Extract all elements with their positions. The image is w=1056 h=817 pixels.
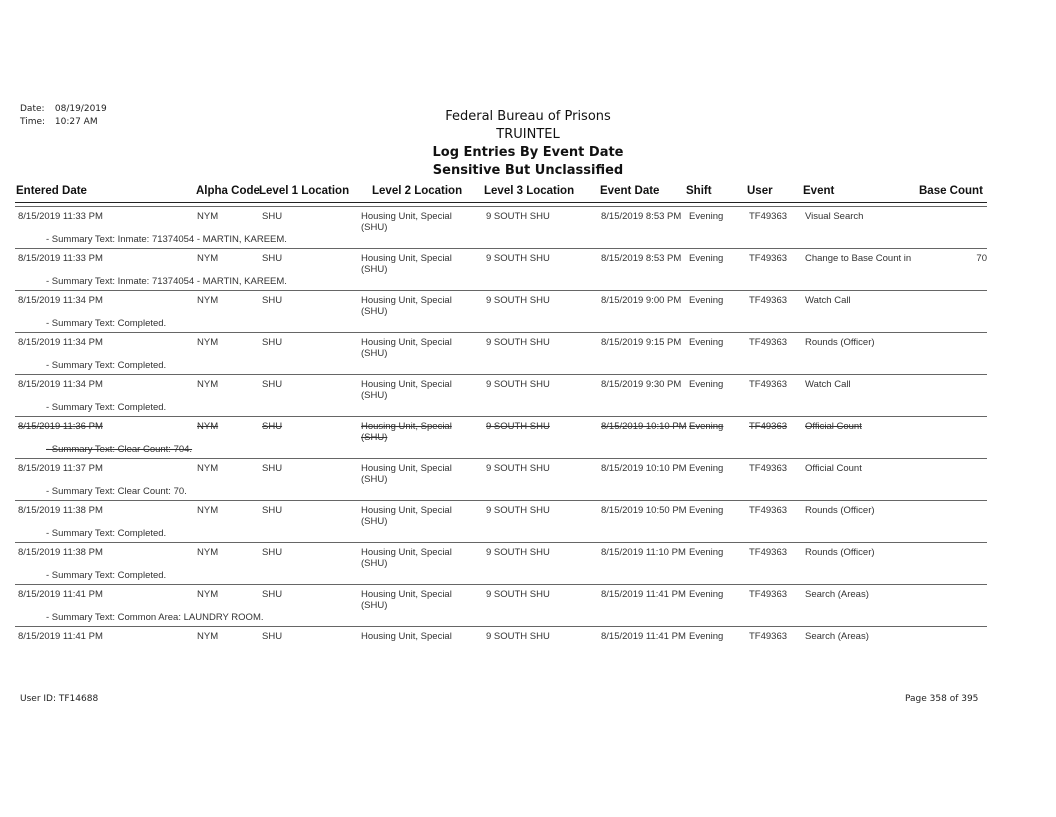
summary-text: - Summary Text: Completed.	[46, 360, 167, 371]
event-date-cell: 8/15/2019 11:41 PM	[601, 631, 686, 642]
level3-cell: 9 SOUTH SHU	[486, 295, 550, 306]
column-headers	[0, 183, 1056, 201]
level1-cell: SHU	[262, 631, 283, 642]
alpha-code-cell: NYM	[197, 211, 219, 222]
shift-cell: Evening	[689, 547, 724, 558]
event-date-cell: 8/15/2019 11:41 PM	[601, 589, 686, 600]
row-divider	[15, 416, 987, 417]
entered-date-cell: 8/15/2019 11:33 PM	[18, 211, 103, 222]
summary-text: - Summary Text: Completed.	[46, 402, 167, 413]
agency-name: Federal Bureau of Prisons	[445, 109, 611, 124]
level3-cell: 9 SOUTH SHU	[486, 631, 550, 642]
alpha-code-cell: NYM	[197, 421, 219, 432]
shift-cell: Evening	[689, 505, 724, 516]
entered-date-cell: 8/15/2019 11:34 PM	[18, 379, 103, 390]
user-cell: TF49363	[749, 547, 788, 558]
report-title: Log Entries By Event Date	[432, 145, 624, 160]
row-divider	[15, 374, 987, 375]
col-base-count: Base Count	[919, 185, 983, 197]
row-divider	[15, 584, 987, 585]
log-entry-row	[0, 416, 1056, 460]
shift-cell: Evening	[689, 631, 724, 642]
event-cell: Rounds (Officer)	[805, 505, 875, 516]
summary-text: - Summary Text: Inmate: 71374054 - MARTIN, KAREEM.	[46, 234, 287, 245]
summary-text: - Summary Text: Completed.	[46, 528, 167, 539]
user-id-value: TF14688	[58, 694, 99, 704]
level2-cell: Housing Unit, Special (SHU)	[361, 505, 452, 527]
shift-cell: Evening	[689, 295, 724, 306]
row-divider	[15, 542, 987, 543]
level3-cell: 9 SOUTH SHU	[486, 505, 550, 516]
alpha-code-cell: NYM	[197, 295, 219, 306]
shift-cell: Evening	[689, 421, 724, 432]
time-label: Time:	[20, 117, 46, 127]
level3-cell: 9 SOUTH SHU	[486, 337, 550, 348]
summary-text: - Summary Text: Inmate: 71374054 - MARTIN, KAREEM.	[46, 276, 287, 287]
row-divider	[15, 626, 987, 627]
col-level3: Level 3 Location	[484, 185, 575, 197]
log-entry-row	[0, 626, 1056, 670]
col-entered-date: Entered Date	[16, 185, 87, 197]
shift-cell: Evening	[689, 337, 724, 348]
event-cell: Search (Areas)	[805, 631, 869, 642]
alpha-code-cell: NYM	[197, 505, 219, 516]
level3-cell: 9 SOUTH SHU	[486, 253, 550, 264]
shift-cell: Evening	[689, 211, 724, 222]
date-value: 08/19/2019	[54, 104, 107, 114]
shift-cell: Evening	[689, 589, 724, 600]
event-date-cell: 8/15/2019 8:53 PM	[601, 253, 682, 264]
log-entry-row	[0, 542, 1056, 586]
col-event-date: Event Date	[600, 185, 660, 197]
user-id-label: User ID:	[20, 694, 56, 704]
alpha-code-cell: NYM	[197, 253, 219, 264]
user-cell: TF49363	[749, 295, 788, 306]
level1-cell: SHU	[262, 295, 283, 306]
log-entry-row	[0, 584, 1056, 628]
alpha-code-cell: NYM	[197, 589, 219, 600]
event-date-cell: 8/15/2019 10:10 PM	[601, 463, 687, 474]
shift-cell: Evening	[689, 463, 724, 474]
alpha-code-cell: NYM	[197, 547, 219, 558]
event-date-cell: 8/15/2019 11:10 PM	[601, 547, 686, 558]
log-entry-row	[0, 332, 1056, 376]
alpha-code-cell: NYM	[197, 379, 219, 390]
level3-cell: 9 SOUTH SHU	[486, 421, 550, 432]
event-date-cell: 8/15/2019 9:15 PM	[601, 337, 682, 348]
base-count-cell: 70	[976, 253, 987, 264]
level2-cell: Housing Unit, Special	[361, 631, 452, 642]
summary-text: - Summary Text: Clear Count: 704.	[46, 444, 193, 455]
system-name: TRUINTEL	[496, 127, 560, 142]
level3-cell: 9 SOUTH SHU	[486, 547, 550, 558]
col-user: User	[747, 185, 773, 197]
event-date-cell: 8/15/2019 9:30 PM	[601, 379, 682, 390]
user-cell: TF49363	[749, 379, 788, 390]
event-date-cell: 8/15/2019 10:50 PM	[601, 505, 687, 516]
user-cell: TF49363	[749, 589, 788, 600]
log-entry-row	[0, 248, 1056, 292]
col-level2: Level 2 Location	[372, 185, 463, 197]
row-divider	[15, 290, 987, 291]
log-entry-row	[0, 290, 1056, 334]
level2-cell: Housing Unit, Special (SHU)	[361, 421, 452, 443]
summary-text: - Summary Text: Completed.	[46, 570, 167, 581]
event-cell: Watch Call	[805, 295, 851, 306]
log-entry-row	[0, 458, 1056, 502]
level1-cell: SHU	[262, 421, 283, 432]
level1-cell: SHU	[262, 337, 283, 348]
shift-cell: Evening	[689, 253, 724, 264]
level1-cell: SHU	[262, 253, 283, 264]
time-value: 10:27 AM	[54, 117, 98, 127]
level2-cell: Housing Unit, Special (SHU)	[361, 253, 452, 275]
user-cell: TF49363	[749, 463, 788, 474]
row-divider	[15, 248, 987, 249]
level2-cell: Housing Unit, Special (SHU)	[361, 337, 452, 359]
alpha-code-cell: NYM	[197, 337, 219, 348]
entered-date-cell: 8/15/2019 11:34 PM	[18, 337, 103, 348]
level3-cell: 9 SOUTH SHU	[486, 589, 550, 600]
user-cell: TF49363	[749, 421, 788, 432]
user-cell: TF49363	[749, 211, 788, 222]
level2-cell: Housing Unit, Special (SHU)	[361, 463, 452, 485]
event-date-cell: 8/15/2019 10:10 PM	[601, 421, 687, 432]
summary-text: - Summary Text: Completed.	[46, 318, 167, 329]
summary-text: - Summary Text: Common Area: LAUNDRY ROOM.	[46, 612, 264, 623]
col-level1: Level 1 Location	[259, 185, 350, 197]
entered-date-cell: 8/15/2019 11:41 PM	[18, 589, 103, 600]
user-cell: TF49363	[749, 253, 788, 264]
header-rule	[15, 202, 987, 203]
level2-cell: Housing Unit, Special (SHU)	[361, 547, 452, 569]
row-divider	[15, 206, 987, 207]
entered-date-cell: 8/15/2019 11:38 PM	[18, 505, 103, 516]
entered-date-cell: 8/15/2019 11:41 PM	[18, 631, 103, 642]
entered-date-cell: 8/15/2019 11:38 PM	[18, 547, 103, 558]
event-cell: Change to Base Count in	[805, 253, 912, 264]
event-cell: Rounds (Officer)	[805, 337, 875, 348]
event-date-cell: 8/15/2019 8:53 PM	[601, 211, 682, 222]
level1-cell: SHU	[262, 463, 283, 474]
report-header	[0, 108, 1056, 180]
user-cell: TF49363	[749, 505, 788, 516]
level1-cell: SHU	[262, 547, 283, 558]
level2-cell: Housing Unit, Special (SHU)	[361, 211, 452, 233]
log-entry-row	[0, 374, 1056, 418]
summary-text: - Summary Text: Clear Count: 70.	[46, 486, 187, 497]
col-event: Event	[803, 185, 835, 197]
col-alpha-code: Alpha Code	[196, 185, 260, 197]
date-label: Date:	[20, 104, 45, 114]
event-cell: Official Count	[805, 463, 862, 474]
entered-date-cell: 8/15/2019 11:37 PM	[18, 463, 103, 474]
level1-cell: SHU	[262, 589, 283, 600]
event-cell: Watch Call	[805, 379, 851, 390]
level2-cell: Housing Unit, Special (SHU)	[361, 589, 452, 611]
user-cell: TF49363	[749, 631, 788, 642]
entered-date-cell: 8/15/2019 11:36 PM	[18, 421, 103, 432]
level1-cell: SHU	[262, 211, 283, 222]
classification-label: Sensitive But Unclassified	[432, 163, 624, 178]
event-cell: Visual Search	[805, 211, 864, 222]
level3-cell: 9 SOUTH SHU	[486, 211, 550, 222]
event-cell: Official Count	[805, 421, 862, 432]
row-divider	[15, 458, 987, 459]
level1-cell: SHU	[262, 505, 283, 516]
alpha-code-cell: NYM	[197, 463, 219, 474]
level2-cell: Housing Unit, Special (SHU)	[361, 295, 452, 317]
log-entry-row	[0, 206, 1056, 250]
col-shift: Shift	[686, 185, 712, 197]
event-cell: Search (Areas)	[805, 589, 869, 600]
level1-cell: SHU	[262, 379, 283, 390]
level3-cell: 9 SOUTH SHU	[486, 463, 550, 474]
page-number: Page 358 of 395	[905, 694, 979, 704]
event-cell: Rounds (Officer)	[805, 547, 875, 558]
entered-date-cell: 8/15/2019 11:34 PM	[18, 295, 103, 306]
row-divider	[15, 332, 987, 333]
row-divider	[15, 500, 987, 501]
shift-cell: Evening	[689, 379, 724, 390]
footer-user-id	[20, 694, 98, 704]
level2-cell: Housing Unit, Special (SHU)	[361, 379, 452, 401]
event-date-cell: 8/15/2019 9:00 PM	[601, 295, 682, 306]
alpha-code-cell: NYM	[197, 631, 219, 642]
user-cell: TF49363	[749, 337, 788, 348]
log-entry-row	[0, 500, 1056, 544]
entered-date-cell: 8/15/2019 11:33 PM	[18, 253, 103, 264]
level3-cell: 9 SOUTH SHU	[486, 379, 550, 390]
